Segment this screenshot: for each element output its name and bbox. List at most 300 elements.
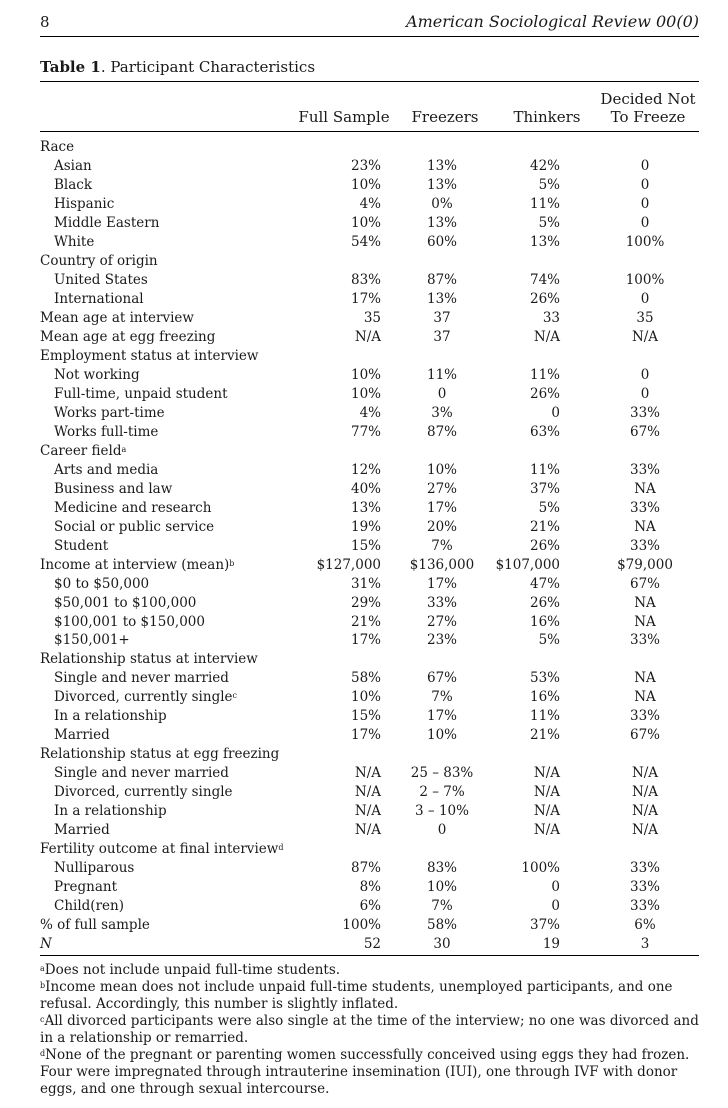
row-label — [54, 802, 167, 821]
row-label-text: Fertility outcome at final interview — [40, 841, 279, 858]
row-label-text: Divorced, currently single — [54, 689, 233, 706]
cell-full-sample: 52 — [363, 936, 381, 953]
table-row — [40, 783, 699, 802]
table-category-row — [40, 442, 699, 461]
cell-full-sample: N/A — [354, 803, 381, 820]
cell-thinkers: 13% — [529, 233, 560, 250]
column-header-full-sample: Full Sample — [298, 108, 390, 126]
note-c-text: All divorced participants were also single at the time of the interview; no one was divorced and in a relationship or remarried. — [40, 1013, 699, 1046]
row-label-text: Mean age at egg freezing — [40, 328, 216, 345]
cell-decided-not-to-freeze: 33% — [629, 632, 660, 649]
cell-thinkers: 63% — [529, 423, 560, 440]
table-row — [40, 575, 699, 594]
row-label — [54, 726, 110, 745]
row-label-text: White — [54, 233, 95, 250]
row-label-text: Relationship status at interview — [40, 651, 258, 668]
cell-thinkers: 16% — [529, 613, 560, 630]
table-category-row — [40, 916, 699, 935]
cell-freezers: 13% — [426, 157, 457, 174]
row-label-text: Single and never married — [54, 670, 229, 687]
row-label — [40, 442, 126, 461]
cell-freezers: 0 — [437, 385, 447, 402]
note-a-text: Does not include unpaid full-time students. — [44, 962, 341, 978]
note-c — [40, 1013, 699, 1047]
cell-thinkers: 0 — [551, 404, 560, 421]
cell-freezers: 20% — [426, 518, 457, 535]
cell-decided-not-to-freeze: 67% — [629, 423, 660, 440]
cell-freezers: 33% — [426, 594, 457, 611]
table-category-row — [40, 347, 699, 366]
row-label-text: Asian — [54, 157, 92, 174]
table-category-row — [40, 556, 699, 575]
row-label — [54, 214, 159, 233]
cell-thinkers: 26% — [529, 385, 560, 402]
cell-decided-not-to-freeze: 100% — [625, 233, 665, 250]
note-d-marker: d — [40, 1049, 46, 1058]
cell-freezers: 10% — [426, 879, 457, 896]
table-row — [40, 480, 699, 499]
cell-full-sample: 17% — [350, 727, 381, 744]
cell-decided-not-to-freeze: N/A — [631, 803, 659, 820]
table-row — [40, 669, 699, 688]
cell-thinkers: 26% — [529, 594, 560, 611]
cell-thinkers: 5% — [538, 176, 560, 193]
cell-thinkers: 5% — [538, 632, 560, 649]
row-label-text: Single and never married — [54, 765, 229, 782]
table-row — [40, 707, 699, 726]
column-header-decided-not: Decided Not — [600, 90, 696, 108]
cell-thinkers: N/A — [533, 765, 560, 782]
row-label-text: Child(ren) — [54, 898, 124, 915]
cell-decided-not-to-freeze: 0 — [640, 195, 650, 212]
row-label-text: Income at interview (mean) — [40, 556, 230, 573]
row-label-text: Pregnant — [54, 879, 118, 896]
row-label-text: Employment status at interview — [40, 347, 259, 364]
cell-freezers: 7% — [431, 689, 453, 706]
row-label-text: Student — [54, 537, 109, 554]
cell-thinkers: 26% — [529, 290, 560, 307]
row-label-text: Black — [54, 176, 93, 193]
table-caption: . Participant Characteristics — [100, 58, 316, 76]
footnote-marker: d — [278, 843, 284, 853]
table-row — [40, 195, 699, 214]
table-row — [40, 537, 699, 556]
row-label-text: Works part-time — [54, 404, 165, 421]
row-label — [40, 328, 215, 347]
table-row — [40, 404, 699, 423]
cell-full-sample: 23% — [350, 157, 381, 174]
row-label — [54, 290, 144, 309]
table-row — [40, 366, 699, 385]
cell-full-sample: 100% — [342, 917, 381, 934]
cell-decided-not-to-freeze: 0 — [640, 366, 650, 383]
cell-thinkers: 5% — [538, 214, 560, 231]
row-label-text: Married — [54, 822, 110, 839]
cell-thinkers: 21% — [529, 727, 560, 744]
table-top-rule — [40, 81, 699, 82]
row-label-text: Hispanic — [54, 195, 115, 212]
cell-thinkers: 21% — [529, 518, 560, 535]
cell-decided-not-to-freeze: 67% — [629, 575, 660, 592]
cell-decided-not-to-freeze: 3 — [640, 936, 650, 953]
row-label — [54, 631, 130, 650]
note-a — [40, 962, 699, 979]
row-label-text: % of full sample — [40, 917, 150, 934]
table-row — [40, 859, 699, 878]
row-label-text: N — [40, 936, 52, 953]
table-row — [40, 764, 699, 783]
cell-freezers: 37 — [433, 309, 451, 326]
cell-full-sample: 54% — [350, 233, 381, 250]
cell-freezers: 83% — [426, 860, 457, 877]
cell-decided-not-to-freeze: 6% — [634, 917, 656, 934]
cell-decided-not-to-freeze: 33% — [629, 461, 660, 478]
cell-thinkers: 11% — [529, 461, 560, 478]
cell-full-sample: 40% — [350, 480, 381, 497]
row-label-text: Full-time, unpaid student — [54, 385, 228, 402]
table-category-row — [40, 935, 699, 954]
cell-thinkers: 26% — [529, 537, 560, 554]
table-notes — [40, 962, 699, 1098]
cell-decided-not-to-freeze: NA — [634, 689, 656, 706]
cell-full-sample: $127,000 — [316, 556, 381, 573]
cell-decided-not-to-freeze: 33% — [629, 708, 660, 725]
header-rule — [40, 36, 699, 37]
column-header-freezers: Freezers — [411, 108, 479, 126]
table-row — [40, 821, 699, 840]
note-b-marker: b — [40, 981, 46, 990]
table-row — [40, 897, 699, 916]
row-label-text: International — [54, 290, 144, 307]
cell-full-sample: 83% — [350, 271, 381, 288]
cell-freezers: 87% — [426, 423, 457, 440]
cell-full-sample: 87% — [350, 860, 381, 877]
cell-thinkers: N/A — [533, 784, 560, 801]
cell-freezers: 7% — [431, 537, 453, 554]
row-label — [54, 821, 110, 840]
row-label — [40, 935, 52, 954]
cell-decided-not-to-freeze: N/A — [631, 765, 659, 782]
row-label — [54, 613, 205, 632]
row-label — [40, 309, 194, 328]
table-category-row — [40, 252, 699, 271]
row-label — [54, 461, 158, 480]
table-row — [40, 594, 699, 613]
table-row — [40, 631, 699, 650]
table-row — [40, 176, 699, 195]
cell-freezers: 10% — [426, 461, 457, 478]
cell-freezers: 23% — [426, 632, 457, 649]
cell-decided-not-to-freeze: 0 — [640, 290, 650, 307]
table-row — [40, 878, 699, 897]
table-row — [40, 802, 699, 821]
cell-freezers: 30 — [433, 936, 451, 953]
row-label-text: Race — [40, 139, 75, 155]
row-label-text: Mean age at interview — [40, 309, 194, 326]
cell-freezers: 58% — [426, 917, 457, 934]
cell-freezers: 13% — [426, 214, 457, 231]
table-row — [40, 271, 699, 290]
table-category-row — [40, 650, 699, 669]
row-label — [54, 707, 167, 726]
cell-freezers: 7% — [431, 898, 453, 915]
cell-freezers: 27% — [426, 613, 457, 630]
cell-thinkers: 0 — [551, 879, 560, 896]
row-label — [54, 385, 228, 404]
cell-freezers: 11% — [426, 366, 457, 383]
cell-full-sample: 15% — [350, 537, 381, 554]
note-b-text: Income mean does not include unpaid full-time students, unemployed participants, and one refusal. Accordingly, this number is slightly inflated. — [40, 979, 673, 1012]
row-label — [40, 138, 74, 157]
row-label — [54, 195, 114, 214]
row-label-text: Relationship status at egg freezing — [40, 746, 280, 763]
cell-freezers: 87% — [426, 271, 457, 288]
cell-freezers: 2 – 7% — [419, 784, 465, 801]
cell-freezers: 37 — [433, 328, 451, 345]
row-label — [40, 347, 258, 366]
row-label — [54, 423, 158, 442]
cell-freezers: $136,000 — [409, 556, 475, 573]
table-row — [40, 613, 699, 632]
row-label-text: $0 to $50,000 — [54, 575, 150, 592]
cell-thinkers: 74% — [529, 271, 560, 288]
table-row — [40, 499, 699, 518]
cell-full-sample: 12% — [350, 461, 381, 478]
cell-full-sample: N/A — [354, 328, 381, 345]
row-label-text: In a relationship — [54, 708, 167, 725]
row-label-text: United States — [54, 271, 148, 288]
row-label — [40, 745, 279, 764]
footnote-marker: a — [121, 444, 127, 454]
table-bottom-rule — [40, 955, 699, 956]
row-label — [54, 764, 229, 783]
cell-decided-not-to-freeze: 33% — [629, 898, 660, 915]
table-label: Table 1 — [40, 58, 101, 76]
cell-full-sample: 10% — [350, 176, 381, 193]
row-label-text: Arts and media — [54, 461, 159, 478]
row-label — [54, 669, 229, 688]
row-label — [54, 366, 140, 385]
row-label-text: Middle Eastern — [54, 214, 160, 231]
row-label-text: $150,001+ — [54, 632, 130, 649]
cell-decided-not-to-freeze: NA — [634, 670, 656, 687]
cell-full-sample: 29% — [350, 594, 381, 611]
row-label — [54, 688, 237, 707]
cell-decided-not-to-freeze: N/A — [631, 328, 659, 345]
column-header-thinkers: Thinkers — [513, 108, 581, 126]
row-label — [54, 518, 214, 537]
table-row — [40, 461, 699, 480]
cell-full-sample: 4% — [359, 195, 381, 212]
column-header-to-freeze: To Freeze — [610, 108, 686, 126]
cell-thinkers: N/A — [533, 803, 560, 820]
cell-freezers: 0 — [437, 822, 447, 839]
cell-thinkers: 11% — [529, 366, 560, 383]
note-d-text: None of the pregnant or parenting women successfully conceived using eggs they had frozen. Four were impregnated through intrauterine insemination (IUI), one through IVF with donor eggs, and one through sexual intercourse. — [40, 1047, 690, 1097]
cell-freezers: 10% — [426, 727, 457, 744]
note-b — [40, 979, 699, 1013]
cell-freezers: 60% — [426, 233, 457, 250]
cell-thinkers: 5% — [538, 499, 560, 516]
table-row — [40, 423, 699, 442]
cell-thinkers: 11% — [529, 708, 560, 725]
row-label — [54, 537, 108, 556]
table-row — [40, 385, 699, 404]
row-label — [40, 916, 150, 935]
row-label — [54, 271, 148, 290]
row-label-text: Not working — [54, 366, 140, 383]
table-row — [40, 688, 699, 707]
cell-freezers: 67% — [426, 670, 457, 687]
cell-decided-not-to-freeze: 33% — [629, 499, 660, 516]
cell-full-sample: 35 — [363, 309, 381, 326]
cell-thinkers: 37% — [529, 480, 560, 497]
cell-freezers: 25 – 83% — [410, 765, 474, 782]
cell-decided-not-to-freeze: NA — [634, 594, 656, 611]
table-row — [40, 214, 699, 233]
table-category-row — [40, 840, 699, 859]
row-label-text: Works full-time — [54, 423, 159, 440]
row-label-text: In a relationship — [54, 803, 167, 820]
cell-decided-not-to-freeze: 0 — [640, 176, 650, 193]
table-category-row — [40, 309, 699, 328]
cell-decided-not-to-freeze: NA — [634, 518, 656, 535]
cell-thinkers: 16% — [529, 689, 560, 706]
row-label — [54, 783, 233, 802]
note-c-marker: c — [40, 1015, 45, 1024]
cell-decided-not-to-freeze: $79,000 — [617, 556, 673, 573]
cell-freezers: 27% — [426, 480, 457, 497]
cell-full-sample: 19% — [350, 518, 381, 535]
row-label — [40, 650, 258, 669]
note-a-marker: a — [40, 964, 45, 973]
cell-full-sample: 13% — [350, 499, 381, 516]
row-label — [54, 859, 134, 878]
cell-decided-not-to-freeze: 100% — [625, 271, 665, 288]
cell-full-sample: 10% — [350, 385, 381, 402]
header-bottom-rule — [40, 131, 699, 132]
cell-thinkers: 47% — [529, 575, 560, 592]
cell-full-sample: 17% — [350, 632, 381, 649]
table-category-row — [40, 745, 699, 764]
cell-full-sample: 31% — [350, 575, 381, 592]
cell-thinkers: 0 — [551, 898, 560, 915]
cell-thinkers: 42% — [529, 157, 560, 174]
table-category-row — [40, 328, 699, 347]
row-label — [54, 594, 196, 613]
cell-decided-not-to-freeze: N/A — [631, 822, 659, 839]
cell-thinkers: N/A — [533, 822, 560, 839]
cell-decided-not-to-freeze: NA — [634, 480, 656, 497]
cell-decided-not-to-freeze: N/A — [631, 784, 659, 801]
row-label — [54, 480, 172, 499]
cell-decided-not-to-freeze: 0 — [640, 385, 650, 402]
row-label-text: $100,001 to $150,000 — [54, 613, 205, 630]
cell-freezers: 17% — [426, 499, 457, 516]
cell-decided-not-to-freeze: 67% — [629, 727, 660, 744]
table-row — [40, 290, 699, 309]
cell-full-sample: 4% — [359, 404, 381, 421]
row-label — [54, 499, 211, 518]
note-d — [40, 1047, 699, 1098]
cell-full-sample: 8% — [359, 879, 381, 896]
row-label — [54, 176, 92, 195]
row-label-text: $50,001 to $100,000 — [54, 594, 197, 611]
row-label — [54, 233, 94, 252]
row-label-text: Nulliparous — [54, 860, 135, 877]
table-category-row — [40, 138, 699, 157]
table-title — [40, 58, 315, 76]
table-row — [40, 233, 699, 252]
cell-decided-not-to-freeze: 0 — [640, 157, 650, 174]
cell-thinkers: 37% — [529, 917, 560, 934]
cell-decided-not-to-freeze: 33% — [629, 879, 660, 896]
footnote-marker: c — [232, 691, 238, 701]
footnote-marker: b — [229, 558, 235, 568]
cell-full-sample: 15% — [350, 708, 381, 725]
cell-full-sample: N/A — [354, 765, 381, 782]
cell-decided-not-to-freeze: 35 — [636, 309, 654, 326]
cell-thinkers: 11% — [529, 195, 560, 212]
cell-thinkers: $107,000 — [495, 556, 560, 573]
cell-full-sample: N/A — [354, 822, 381, 839]
cell-full-sample: N/A — [354, 784, 381, 801]
row-label — [40, 840, 283, 859]
row-label — [54, 404, 165, 423]
cell-thinkers: 33 — [542, 309, 560, 326]
row-label — [54, 575, 149, 594]
cell-freezers: 17% — [426, 575, 457, 592]
cell-full-sample: 77% — [350, 423, 381, 440]
row-label — [40, 252, 158, 271]
row-label — [54, 897, 124, 916]
row-label-text: Business and law — [54, 480, 173, 497]
cell-freezers: 3 – 10% — [415, 803, 469, 820]
table-row — [40, 726, 699, 745]
cell-decided-not-to-freeze: 33% — [629, 537, 660, 554]
cell-freezers: 17% — [426, 708, 457, 725]
cell-freezers: 3% — [431, 404, 453, 421]
cell-decided-not-to-freeze: NA — [634, 613, 656, 630]
row-label — [54, 157, 92, 176]
page-number: 8 — [40, 13, 50, 31]
cell-full-sample: 6% — [359, 898, 381, 915]
row-label — [40, 556, 234, 575]
cell-freezers: 0% — [431, 195, 453, 212]
cell-thinkers: 53% — [529, 670, 560, 687]
row-label — [54, 878, 117, 897]
cell-full-sample: 10% — [350, 366, 381, 383]
cell-thinkers: 19 — [542, 936, 560, 953]
cell-full-sample: 58% — [350, 670, 381, 687]
cell-freezers: 13% — [426, 176, 457, 193]
cell-decided-not-to-freeze: 33% — [629, 860, 660, 877]
cell-decided-not-to-freeze: 33% — [629, 404, 660, 421]
cell-full-sample: 10% — [350, 214, 381, 231]
row-label-text: Social or public service — [54, 518, 215, 535]
cell-full-sample: 10% — [350, 689, 381, 706]
cell-full-sample: 21% — [350, 613, 381, 630]
table-row — [40, 157, 699, 176]
row-label-text: Country of origin — [40, 252, 158, 269]
row-label-text: Career field — [40, 442, 122, 459]
table-row — [40, 518, 699, 537]
cell-full-sample: 17% — [350, 290, 381, 307]
row-label-text: Divorced, currently single — [54, 784, 233, 801]
journal-name: American Sociological Review 00(0) — [406, 12, 699, 31]
cell-decided-not-to-freeze: 0 — [640, 214, 650, 231]
cell-freezers: 13% — [426, 290, 457, 307]
